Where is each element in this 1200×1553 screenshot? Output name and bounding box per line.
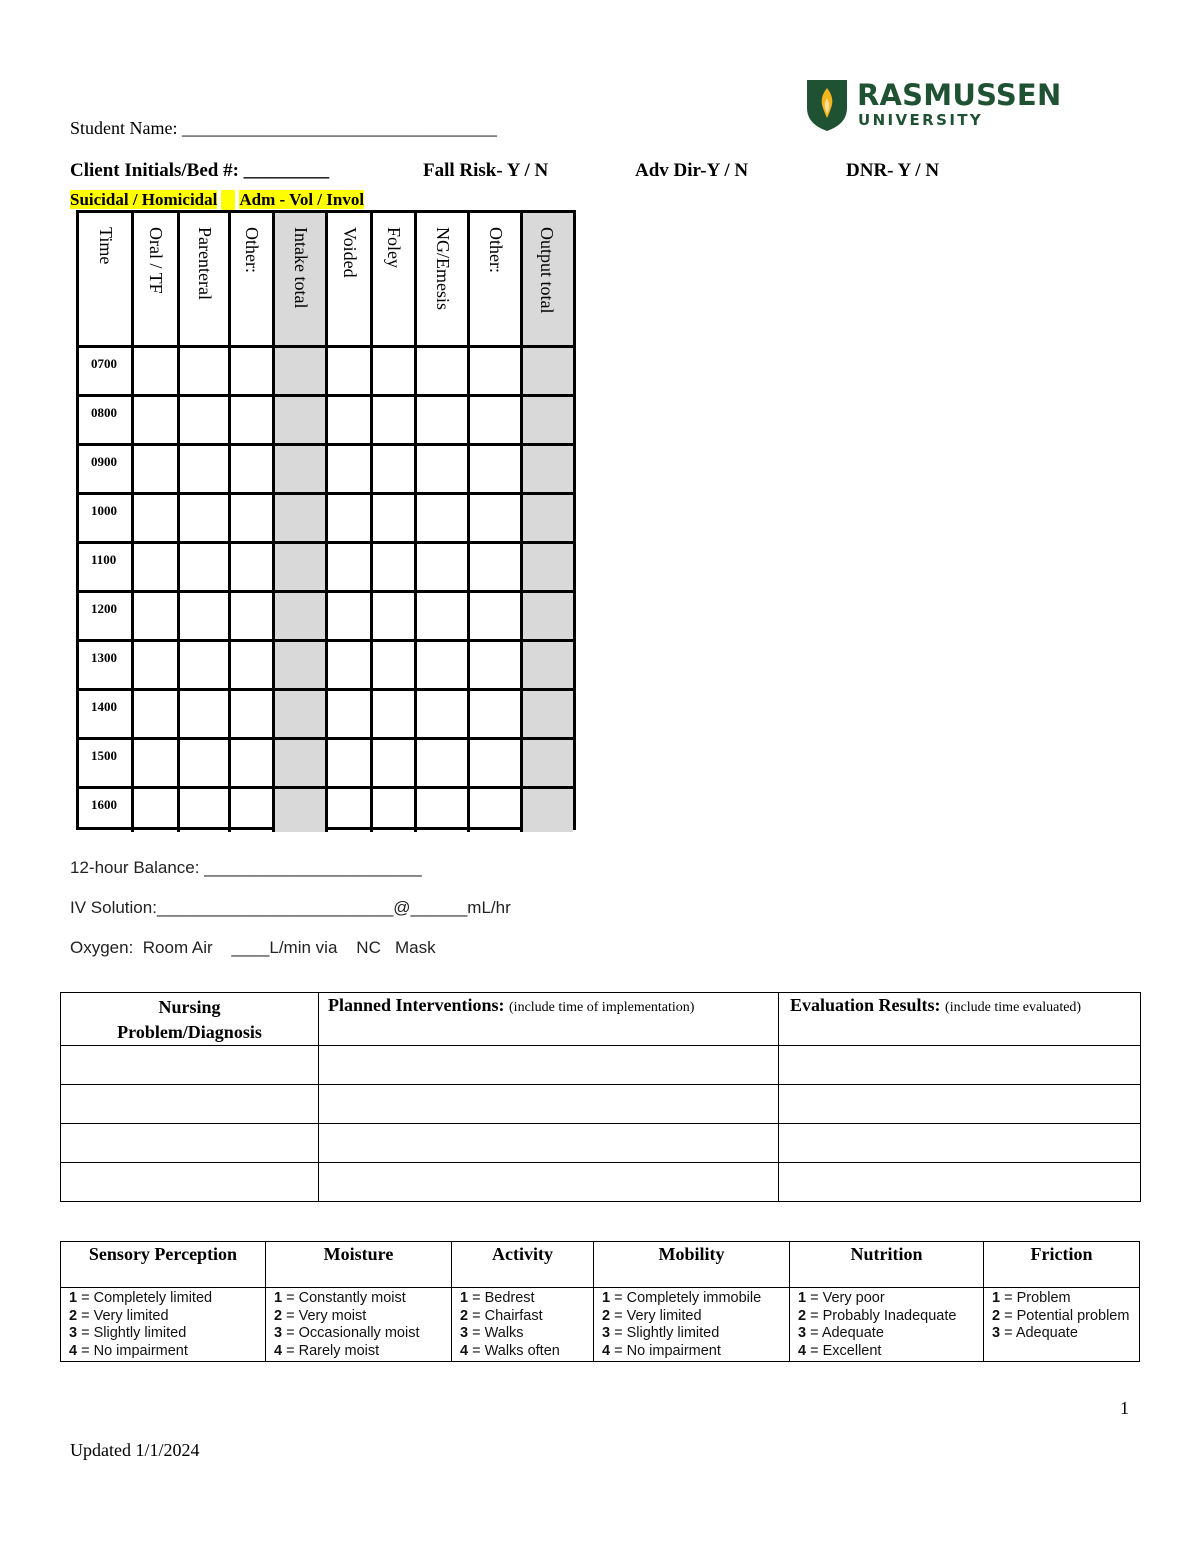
io-time-label: 1400 bbox=[91, 699, 117, 714]
io-time-label: 0700 bbox=[91, 356, 117, 371]
io-time-label: 0800 bbox=[91, 405, 117, 420]
io-entry-cell[interactable] bbox=[328, 593, 373, 642]
braden-score-description: Completely immobile bbox=[626, 1290, 762, 1306]
io-header-cell bbox=[79, 213, 134, 348]
io-time-cell bbox=[79, 495, 134, 544]
io-time-cell bbox=[79, 789, 134, 832]
braden-score-description: Bedrest bbox=[484, 1290, 535, 1306]
io-entry-cell[interactable] bbox=[134, 544, 180, 593]
braden-score-cell bbox=[984, 1288, 1140, 1362]
updated-date: Updated 1/1/2024 bbox=[70, 1440, 200, 1460]
braden-header-label: Friction bbox=[1030, 1244, 1093, 1264]
braden-score-cell bbox=[266, 1288, 452, 1362]
braden-score-number: 2 bbox=[460, 1307, 469, 1324]
io-column-label: Output total bbox=[537, 227, 557, 314]
io-entry-cell[interactable] bbox=[523, 348, 573, 397]
braden-score-item: 3 = Walks bbox=[460, 1325, 524, 1341]
io-entry-cell[interactable] bbox=[231, 495, 275, 544]
io-entry-cell[interactable] bbox=[328, 740, 373, 789]
braden-header-label: Moisture bbox=[323, 1244, 394, 1264]
braden-score-description: Probably Inadequate bbox=[822, 1307, 957, 1324]
page-number: 1 bbox=[1120, 1398, 1129, 1418]
braden-score-number: 4 bbox=[274, 1342, 283, 1359]
io-entry-cell[interactable] bbox=[180, 691, 231, 740]
io-time-cell bbox=[79, 691, 134, 740]
io-time-cell bbox=[79, 593, 134, 642]
dnr-field[interactable]: DNR- Y / N bbox=[846, 160, 940, 181]
io-entry-cell[interactable] bbox=[134, 642, 180, 691]
suicidal-homicidal-field[interactable]: Suicidal / Homicidal bbox=[70, 190, 218, 209]
braden-score-description: Very poor bbox=[822, 1290, 885, 1306]
io-entry-cell[interactable] bbox=[134, 593, 180, 642]
io-header-cell bbox=[523, 213, 573, 348]
braden-score-cell bbox=[790, 1288, 984, 1362]
care-plan-header-evaluation: Evaluation Results: (include time evaluated) bbox=[779, 993, 1141, 1046]
io-time-cell bbox=[79, 642, 134, 691]
io-entry-cell[interactable] bbox=[180, 593, 231, 642]
io-entry-cell[interactable] bbox=[328, 495, 373, 544]
braden-score-description: Potential problem bbox=[1016, 1307, 1130, 1324]
braden-score-number: 2 bbox=[992, 1307, 1001, 1324]
braden-score-item: 3 = Slightly limited bbox=[69, 1325, 187, 1341]
io-entry-cell[interactable] bbox=[523, 691, 573, 740]
io-entry-cell[interactable] bbox=[373, 740, 417, 789]
io-time-label: 0900 bbox=[91, 454, 117, 469]
io-entry-cell[interactable] bbox=[328, 544, 373, 593]
io-entry-cell[interactable] bbox=[417, 348, 470, 397]
braden-header-cell bbox=[984, 1242, 1140, 1288]
iv-solution-field[interactable]: IV Solution:_________________________@______mL/hr bbox=[70, 898, 511, 917]
braden-score-item: 4 = No impairment bbox=[602, 1342, 721, 1359]
braden-score-item: 1 = Constantly moist bbox=[274, 1290, 406, 1306]
braden-header-label: Mobility bbox=[658, 1244, 725, 1264]
braden-score-description: Very limited bbox=[626, 1307, 702, 1324]
io-entry-cell[interactable] bbox=[373, 544, 417, 593]
braden-header-cell bbox=[266, 1242, 452, 1288]
io-entry-cell[interactable] bbox=[275, 446, 328, 495]
io-entry-cell[interactable] bbox=[134, 446, 180, 495]
io-header-cell bbox=[180, 213, 231, 348]
io-entry-cell[interactable] bbox=[275, 789, 328, 832]
braden-score-description: Completely limited bbox=[93, 1290, 213, 1306]
care-plan-row bbox=[61, 1163, 1141, 1202]
io-entry-cell[interactable] bbox=[417, 495, 470, 544]
io-entry-cell[interactable] bbox=[417, 740, 470, 789]
braden-score-number: 1 bbox=[602, 1290, 611, 1306]
io-entry-cell[interactable] bbox=[275, 642, 328, 691]
braden-header-label: Sensory Perception bbox=[88, 1244, 238, 1264]
io-column-label: Time bbox=[96, 227, 116, 265]
braden-score-item: 2 = Chairfast bbox=[460, 1307, 543, 1324]
io-column-label: NG/Emesis bbox=[433, 227, 453, 310]
braden-score-description: Very limited bbox=[93, 1307, 169, 1324]
braden-score-item: 2 = Very limited bbox=[602, 1307, 702, 1324]
io-time-cell bbox=[79, 740, 134, 789]
io-entry-cell[interactable] bbox=[180, 348, 231, 397]
io-entry-cell[interactable] bbox=[231, 642, 275, 691]
braden-score-cell bbox=[594, 1288, 790, 1362]
io-entry-cell[interactable] bbox=[470, 691, 523, 740]
io-header-cell bbox=[470, 213, 523, 348]
io-entry-cell[interactable] bbox=[180, 544, 231, 593]
io-column-label: Oral / TF bbox=[146, 227, 166, 294]
io-entry-cell[interactable] bbox=[373, 446, 417, 495]
io-entry-cell[interactable] bbox=[275, 397, 328, 446]
io-entry-cell[interactable] bbox=[134, 789, 180, 832]
io-entry-cell[interactable] bbox=[328, 642, 373, 691]
io-entry-cell[interactable] bbox=[180, 740, 231, 789]
io-time-label: 1100 bbox=[91, 552, 117, 567]
io-entry-cell[interactable] bbox=[275, 495, 328, 544]
braden-score-description: Slightly limited bbox=[626, 1325, 720, 1341]
io-entry-cell[interactable] bbox=[417, 544, 470, 593]
braden-score-number: 1 bbox=[69, 1290, 78, 1306]
io-entry-cell[interactable] bbox=[328, 348, 373, 397]
io-time-cell bbox=[79, 544, 134, 593]
io-header-cell bbox=[328, 213, 373, 348]
braden-score-number: 1 bbox=[798, 1290, 807, 1306]
braden-score-number: 3 bbox=[992, 1325, 1001, 1341]
braden-score-description: Very moist bbox=[298, 1307, 367, 1324]
braden-score-item: 4 = No impairment bbox=[69, 1342, 188, 1359]
io-entry-cell[interactable] bbox=[328, 446, 373, 495]
braden-score-item: 3 = Slightly limited bbox=[602, 1325, 720, 1341]
io-column-label: Voided bbox=[340, 227, 360, 278]
braden-header-cell bbox=[594, 1242, 790, 1288]
io-entry-cell[interactable] bbox=[417, 593, 470, 642]
braden-score-number: 2 bbox=[798, 1307, 807, 1324]
io-entry-cell[interactable] bbox=[470, 348, 523, 397]
client-initials-field[interactable]: Client Initials/Bed #: _________ bbox=[70, 160, 330, 181]
braden-header-cell bbox=[452, 1242, 594, 1288]
io-entry-cell[interactable] bbox=[523, 397, 573, 446]
braden-score-item: 2 = Very moist bbox=[274, 1307, 367, 1324]
io-entry-cell[interactable] bbox=[373, 642, 417, 691]
io-entry-cell[interactable] bbox=[275, 348, 328, 397]
io-column-label: Other: bbox=[242, 227, 262, 273]
braden-score-item: 1 = Completely immobile bbox=[602, 1290, 762, 1306]
io-entry-cell[interactable] bbox=[523, 544, 573, 593]
braden-score-number: 4 bbox=[602, 1342, 611, 1359]
braden-score-description: Chairfast bbox=[484, 1307, 543, 1324]
io-column-label: Intake total bbox=[291, 227, 311, 309]
shield-icon bbox=[805, 78, 849, 132]
io-entry-cell[interactable] bbox=[275, 593, 328, 642]
braden-header-label: Nutrition bbox=[850, 1244, 923, 1264]
io-entry-cell[interactable] bbox=[470, 642, 523, 691]
braden-score-item: 4 = Walks often bbox=[460, 1342, 560, 1359]
braden-score-description: Excellent bbox=[822, 1342, 882, 1359]
io-entry-cell[interactable] bbox=[134, 348, 180, 397]
braden-score-description: Slightly limited bbox=[93, 1325, 187, 1341]
io-entry-cell[interactable] bbox=[134, 740, 180, 789]
io-entry-cell[interactable] bbox=[470, 495, 523, 544]
care-plan-row bbox=[61, 1046, 1141, 1085]
io-header-cell bbox=[373, 213, 417, 348]
rasmussen-logo bbox=[805, 78, 1062, 134]
admission-type-field[interactable]: Adm - Vol / Invol bbox=[239, 190, 365, 209]
care-plan-header-diagnosis: Nursing Problem/Diagnosis bbox=[61, 993, 319, 1046]
io-entry-cell[interactable] bbox=[180, 446, 231, 495]
io-entry-cell[interactable] bbox=[231, 593, 275, 642]
braden-score-item: 1 = Problem bbox=[992, 1290, 1071, 1306]
io-entry-cell[interactable] bbox=[275, 691, 328, 740]
io-entry-cell[interactable] bbox=[328, 789, 373, 832]
io-column-label: Other: bbox=[486, 227, 506, 273]
fall-risk-field[interactable]: Fall Risk- Y / N bbox=[423, 160, 549, 181]
io-entry-cell[interactable] bbox=[231, 348, 275, 397]
braden-score-description: Constantly moist bbox=[298, 1290, 406, 1306]
io-entry-cell[interactable] bbox=[134, 397, 180, 446]
io-entry-cell[interactable] bbox=[523, 593, 573, 642]
braden-score-item: 3 = Adequate bbox=[992, 1325, 1078, 1341]
io-time-label: 1600 bbox=[91, 797, 117, 812]
braden-header-cell bbox=[61, 1242, 266, 1288]
io-entry-cell[interactable] bbox=[231, 740, 275, 789]
braden-score-description: Walks bbox=[484, 1325, 524, 1341]
student-name-field[interactable]: Student Name: ___________________________________ bbox=[70, 118, 497, 138]
io-entry-cell[interactable] bbox=[417, 397, 470, 446]
io-time-cell bbox=[79, 397, 134, 446]
braden-score-description: Occasionally moist bbox=[298, 1325, 420, 1341]
io-time-label: 1200 bbox=[91, 601, 117, 616]
io-entry-cell[interactable] bbox=[231, 446, 275, 495]
braden-score-number: 2 bbox=[274, 1307, 283, 1324]
io-entry-cell[interactable] bbox=[523, 495, 573, 544]
braden-score-item: 3 = Adequate bbox=[798, 1325, 884, 1341]
io-entry-cell[interactable] bbox=[275, 740, 328, 789]
io-entry-cell[interactable] bbox=[373, 593, 417, 642]
io-entry-cell[interactable] bbox=[417, 446, 470, 495]
io-entry-cell[interactable] bbox=[328, 397, 373, 446]
braden-score-number: 3 bbox=[602, 1325, 611, 1341]
io-entry-cell[interactable] bbox=[134, 691, 180, 740]
braden-score-number: 1 bbox=[992, 1290, 1001, 1306]
braden-score-item: 1 = Very poor bbox=[798, 1290, 885, 1306]
io-entry-cell[interactable] bbox=[523, 446, 573, 495]
io-entry-cell[interactable] bbox=[275, 544, 328, 593]
io-entry-cell[interactable] bbox=[328, 691, 373, 740]
braden-score-number: 3 bbox=[274, 1325, 283, 1341]
braden-score-item: 4 = Rarely moist bbox=[274, 1342, 380, 1359]
braden-score-description: Adequate bbox=[1015, 1325, 1078, 1341]
io-time-cell bbox=[79, 348, 134, 397]
io-entry-cell[interactable] bbox=[134, 495, 180, 544]
braden-score-description: No impairment bbox=[626, 1342, 721, 1359]
io-entry-cell[interactable] bbox=[470, 593, 523, 642]
io-entry-cell[interactable] bbox=[180, 397, 231, 446]
twelve-hour-balance-field[interactable]: 12-hour Balance: _______________________ bbox=[70, 858, 422, 877]
oxygen-field[interactable]: Oxygen: Room Air ____L/min via NC Mask bbox=[70, 938, 436, 957]
io-entry-cell[interactable] bbox=[180, 495, 231, 544]
io-entry-cell[interactable] bbox=[523, 642, 573, 691]
io-entry-cell[interactable] bbox=[417, 642, 470, 691]
io-entry-cell[interactable] bbox=[523, 789, 573, 832]
braden-score-item: 2 = Probably Inadequate bbox=[798, 1307, 957, 1324]
io-entry-cell[interactable] bbox=[373, 495, 417, 544]
io-time-label: 1500 bbox=[91, 748, 117, 763]
io-entry-cell[interactable] bbox=[470, 397, 523, 446]
braden-header-cell bbox=[790, 1242, 984, 1288]
braden-score-cell bbox=[61, 1288, 266, 1362]
io-header-cell bbox=[417, 213, 470, 348]
io-header-cell bbox=[275, 213, 328, 348]
braden-header-label: Activity bbox=[492, 1244, 553, 1264]
io-header-cell bbox=[134, 213, 180, 348]
io-entry-cell[interactable] bbox=[231, 789, 275, 832]
io-entry-cell[interactable] bbox=[470, 740, 523, 789]
adv-dir-field[interactable]: Adv Dir-Y / N bbox=[635, 160, 749, 181]
braden-score-number: 3 bbox=[69, 1325, 78, 1341]
io-column-label: Foley bbox=[384, 227, 404, 269]
braden-scale-table bbox=[60, 1241, 1140, 1362]
braden-score-description: Adequate bbox=[821, 1325, 884, 1341]
status-line bbox=[70, 190, 364, 210]
io-entry-cell[interactable] bbox=[180, 789, 231, 832]
braden-score-item: 2 = Very limited bbox=[69, 1307, 169, 1324]
io-entry-cell[interactable] bbox=[373, 397, 417, 446]
care-plan-row bbox=[61, 1085, 1141, 1124]
io-entry-cell[interactable] bbox=[231, 397, 275, 446]
io-entry-cell[interactable] bbox=[180, 642, 231, 691]
io-entry-cell[interactable] bbox=[470, 544, 523, 593]
braden-score-item: 4 = Excellent bbox=[798, 1342, 882, 1359]
braden-score-number: 3 bbox=[460, 1325, 469, 1341]
braden-score-cell bbox=[452, 1288, 594, 1362]
braden-score-item: 1 = Completely limited bbox=[69, 1290, 213, 1306]
io-entry-cell[interactable] bbox=[470, 446, 523, 495]
io-time-label: 1300 bbox=[91, 650, 117, 665]
io-entry-cell[interactable] bbox=[417, 691, 470, 740]
brand-subtitle: UNIVERSITY bbox=[858, 111, 984, 129]
io-entry-cell[interactable] bbox=[231, 544, 275, 593]
io-entry-cell[interactable] bbox=[373, 789, 417, 832]
braden-score-description: No impairment bbox=[93, 1342, 188, 1359]
io-entry-cell[interactable] bbox=[470, 789, 523, 832]
io-entry-cell[interactable] bbox=[417, 789, 470, 832]
care-plan-row bbox=[61, 1124, 1141, 1163]
io-time-cell bbox=[79, 446, 134, 495]
io-time-label: 1000 bbox=[91, 503, 117, 518]
braden-score-number: 1 bbox=[460, 1290, 469, 1306]
braden-score-item: 2 = Potential problem bbox=[992, 1307, 1130, 1324]
braden-score-number: 4 bbox=[460, 1342, 469, 1359]
braden-score-item: 1 = Bedrest bbox=[460, 1290, 535, 1306]
io-entry-cell[interactable] bbox=[373, 691, 417, 740]
braden-score-number: 3 bbox=[798, 1325, 807, 1341]
braden-score-number: 2 bbox=[602, 1307, 611, 1324]
braden-score-description: Rarely moist bbox=[298, 1342, 380, 1359]
braden-score-number: 4 bbox=[798, 1342, 807, 1359]
io-column-label: Parenteral bbox=[195, 227, 215, 300]
io-entry-cell[interactable] bbox=[231, 691, 275, 740]
braden-score-item: 3 = Occasionally moist bbox=[274, 1325, 420, 1341]
braden-score-description: Problem bbox=[1016, 1290, 1071, 1306]
brand-name: RASMUSSEN bbox=[857, 78, 1062, 112]
intake-output-table bbox=[76, 210, 576, 830]
io-header-cell bbox=[231, 213, 275, 348]
io-entry-cell[interactable] bbox=[523, 740, 573, 789]
care-plan-header-interventions: Planned Interventions: (include time of implementation) bbox=[319, 993, 779, 1046]
braden-score-number: 2 bbox=[69, 1307, 78, 1324]
io-entry-cell[interactable] bbox=[373, 348, 417, 397]
braden-score-number: 4 bbox=[69, 1342, 78, 1359]
care-plan-table bbox=[60, 992, 1141, 1202]
braden-score-description: Walks often bbox=[484, 1342, 560, 1359]
braden-score-number: 1 bbox=[274, 1290, 283, 1306]
